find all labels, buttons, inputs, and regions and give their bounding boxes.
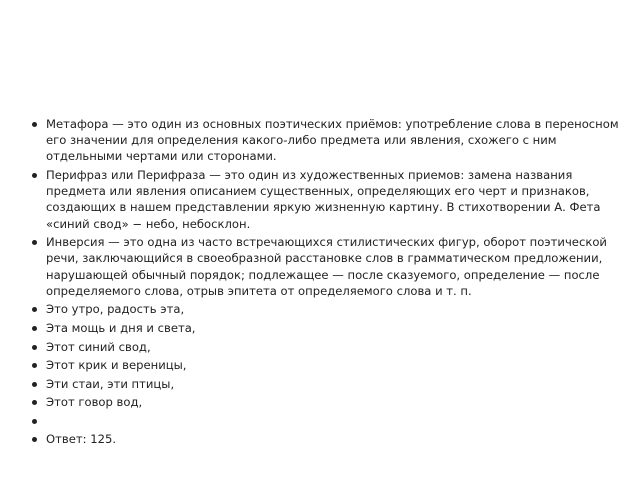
list-item-periphrasis xyxy=(32,167,632,232)
list-item-inversion xyxy=(32,234,632,299)
bullet-icon xyxy=(32,437,37,442)
bullet-icon xyxy=(32,240,37,245)
list-item-text: Инверсия — это одна из часто встречающихся стилистических фигур, оборот поэтической речи, заключающийся в своеобразной расстановке слов в грамматическом предложении, нарушающей обычный порядок; подлежащее — после сказуемого, определение — после определяемого слова, отрыв эпитета от определяемого слова и т. п. xyxy=(46,235,607,298)
bullet-icon xyxy=(32,382,37,387)
list-item-text: Этот синий свод, xyxy=(46,339,151,354)
list-item-poem-line-6 xyxy=(32,394,632,410)
list-item-poem-line-5 xyxy=(32,376,632,392)
list-item-poem-line-3 xyxy=(32,339,632,355)
bullet-list xyxy=(32,116,632,450)
list-item-text xyxy=(46,413,632,429)
list-item-text: Этот крик и вереницы, xyxy=(46,358,187,373)
bullet-icon xyxy=(32,326,37,331)
bullet-icon xyxy=(32,363,37,368)
list-item-text: Перифраз или Перифраза — это один из художественных приемов: замена названия предмета или явления описанием существенных, определяющих его черт и признаков, создающих в нашем представлении яркую жизненную картину. В стихотворении А. Фета «синий свод» − небо, небосклон. xyxy=(46,168,601,231)
list-item-poem-line-2 xyxy=(32,320,632,336)
list-item-text: Эта мощь и дня и света, xyxy=(46,321,196,335)
bullet-icon xyxy=(32,307,37,312)
list-item-poem-line-4 xyxy=(32,357,632,373)
bullet-icon xyxy=(32,173,37,178)
list-item-text: Это утро, радость эта, xyxy=(46,302,185,317)
bullet-icon xyxy=(32,122,37,127)
bullet-icon xyxy=(32,419,37,424)
list-item-metaphor xyxy=(32,116,632,165)
list-item-text: Ответ: 125. xyxy=(46,432,117,447)
list-item-text: Эти стаи, эти птицы, xyxy=(46,376,175,391)
bullet-icon xyxy=(32,400,37,405)
bullet-icon xyxy=(32,345,37,350)
list-item-text: Этот говор вод, xyxy=(46,395,143,410)
list-item-text: Метафора — это один из основных поэтических приёмов: употребление слова в переносном его значении для определения какого-либо предмета или явления, схожего с ним отдельными чертами или сторонами. xyxy=(46,117,619,164)
list-item-poem-line-1 xyxy=(32,301,632,317)
list-item-empty xyxy=(32,413,632,429)
list-item-answer xyxy=(32,431,632,447)
